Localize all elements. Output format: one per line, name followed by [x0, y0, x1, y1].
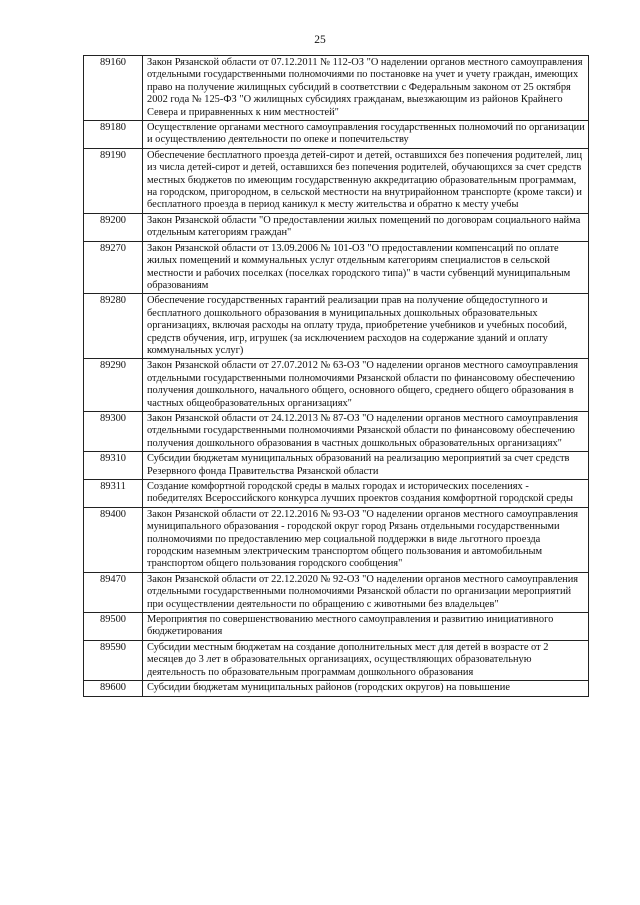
table-row — [84, 681, 589, 696]
row-description: Обеспечение бесплатного проезда детей-сирот и детей, оставшихся без попечения родителей, лиц из числа детей-сирот и детей, оставшихся без попечения родителей, обучающихся за счет средств местных бюджетов по имеющим государственную аккредитацию образовательным программам, на городском, пригородном, в сельской местности на внутрирайонном транспорте (кроме такси) и бесплатного проезда в период каникул к месту жительства и обратно к месту учебы — [143, 148, 589, 213]
row-description: Закон Рязанской области от 24.12.2013 № 87-ОЗ "О наделении органов местного самоуправления отдельными государственными полномочиями Рязанской области по финансовому обеспечению получения дошкольного образования в частных дошкольных образовательных организациях" — [143, 411, 589, 451]
row-description: Субсидии бюджетам муниципальных образований на реализацию мероприятий за счет средств Резервного фонда Правительства Рязанской области — [143, 452, 589, 480]
table-row — [84, 213, 589, 241]
table-row — [84, 452, 589, 480]
row-code: 89470 — [84, 572, 143, 612]
row-code: 89160 — [84, 56, 143, 121]
row-description: Закон Рязанской области от 07.12.2011 № 112-ОЗ "О наделении органов местного самоуправления отдельными государственными полномочиями по постановке на учет и учету граждан, имеющих право на получение жилищных субсидий в соответствии с Федеральным законом от 25 октября 2002 года № 125-ФЗ "О жилищных субсидиях гражданам, выезжающим из районов Крайнего Севера и приравненных к ним местностей" — [143, 56, 589, 121]
row-description: Закон Рязанской области от 27.07.2012 № 63-ОЗ "О наделении органов местного самоуправления отдельными государственными полномочиями Рязанской области по финансовому обеспечению получения дошкольного, начального общего, основного общего, среднего общего образования в частных общеобразовательных организациях" — [143, 359, 589, 412]
row-code: 89310 — [84, 452, 143, 480]
row-description: Закон Рязанской области от 22.12.2020 № 92-ОЗ "О наделении органов местного самоуправления отдельными государственными полномочиями Рязанской области по организации мероприятий при осуществлении деятельности по обращению с животными без владельцев" — [143, 572, 589, 612]
table-row — [84, 56, 589, 121]
row-description: Закон Рязанской области от 22.12.2016 № 93-ОЗ "О наделении органов местного самоуправления муниципального образования - городской округ город Рязань отдельными государственными полномочиями по предоставлению мер социальной поддержки в виде льготного проезда городским наземным электрическим транспортом общего пользования и автомобильным транспортом общего пользования городского сообщения" — [143, 507, 589, 572]
row-description: Субсидии бюджетам муниципальных районов (городских округов) на повышение — [143, 681, 589, 696]
table-row — [84, 480, 589, 508]
row-description: Осуществление органами местного самоуправления государственных полномочий по организации и осуществлению деятельности по опеке и попечительству — [143, 121, 589, 149]
budget-codes-table — [83, 55, 589, 697]
row-code: 89190 — [84, 148, 143, 213]
row-description: Создание комфортной городской среды в малых городах и исторических поселениях - победителях Всероссийского конкурса лучших проектов создания комфортной городской среды — [143, 480, 589, 508]
row-code: 89311 — [84, 480, 143, 508]
table-row — [84, 613, 589, 641]
table-body — [84, 56, 589, 697]
page-number: 25 — [314, 34, 326, 46]
table-row — [84, 148, 589, 213]
table-row — [84, 640, 589, 680]
row-code: 89500 — [84, 613, 143, 641]
row-description: Субсидии местным бюджетам на создание дополнительных мест для детей в возрасте от 2 месяцев до 3 лет в образовательных организациях, осуществляющих образовательную деятельность по образовательным программам дошкольного образования — [143, 640, 589, 680]
table-row — [84, 241, 589, 294]
table-row — [84, 572, 589, 612]
row-code: 89180 — [84, 121, 143, 149]
row-code: 89400 — [84, 507, 143, 572]
table-row — [84, 294, 589, 359]
row-code: 89590 — [84, 640, 143, 680]
table-row — [84, 359, 589, 412]
row-description: Закон Рязанской области от 13.09.2006 № 101-ОЗ "О предоставлении компенсаций по оплате жилых помещений и коммунальных услуг отдельным категориям специалистов в сельской местности и рабочих поселках (поселках городского типа)" в части субвенций муниципальным образованиям — [143, 241, 589, 294]
row-code: 89600 — [84, 681, 143, 696]
row-code: 89290 — [84, 359, 143, 412]
row-code: 89270 — [84, 241, 143, 294]
row-description: Обеспечение государственных гарантий реализации прав на получение общедоступного и бесплатного дошкольного образования в муниципальных дошкольных образовательных организациях, включая расходы на оплату труда, приобретение учебников и учебных пособий, средств обучения, игр, игрушек (за исключением расходов на содержание зданий и оплату коммунальных услуг) — [143, 294, 589, 359]
table-row — [84, 411, 589, 451]
table-row — [84, 121, 589, 149]
row-description: Закон Рязанской области "О предоставлении жилых помещений по договорам социального найма отдельным категориям граждан" — [143, 213, 589, 241]
row-code: 89280 — [84, 294, 143, 359]
table-row — [84, 507, 589, 572]
row-description: Мероприятия по совершенствованию местного самоуправления и развитию инициативного бюджетирования — [143, 613, 589, 641]
row-code: 89300 — [84, 411, 143, 451]
row-code: 89200 — [84, 213, 143, 241]
